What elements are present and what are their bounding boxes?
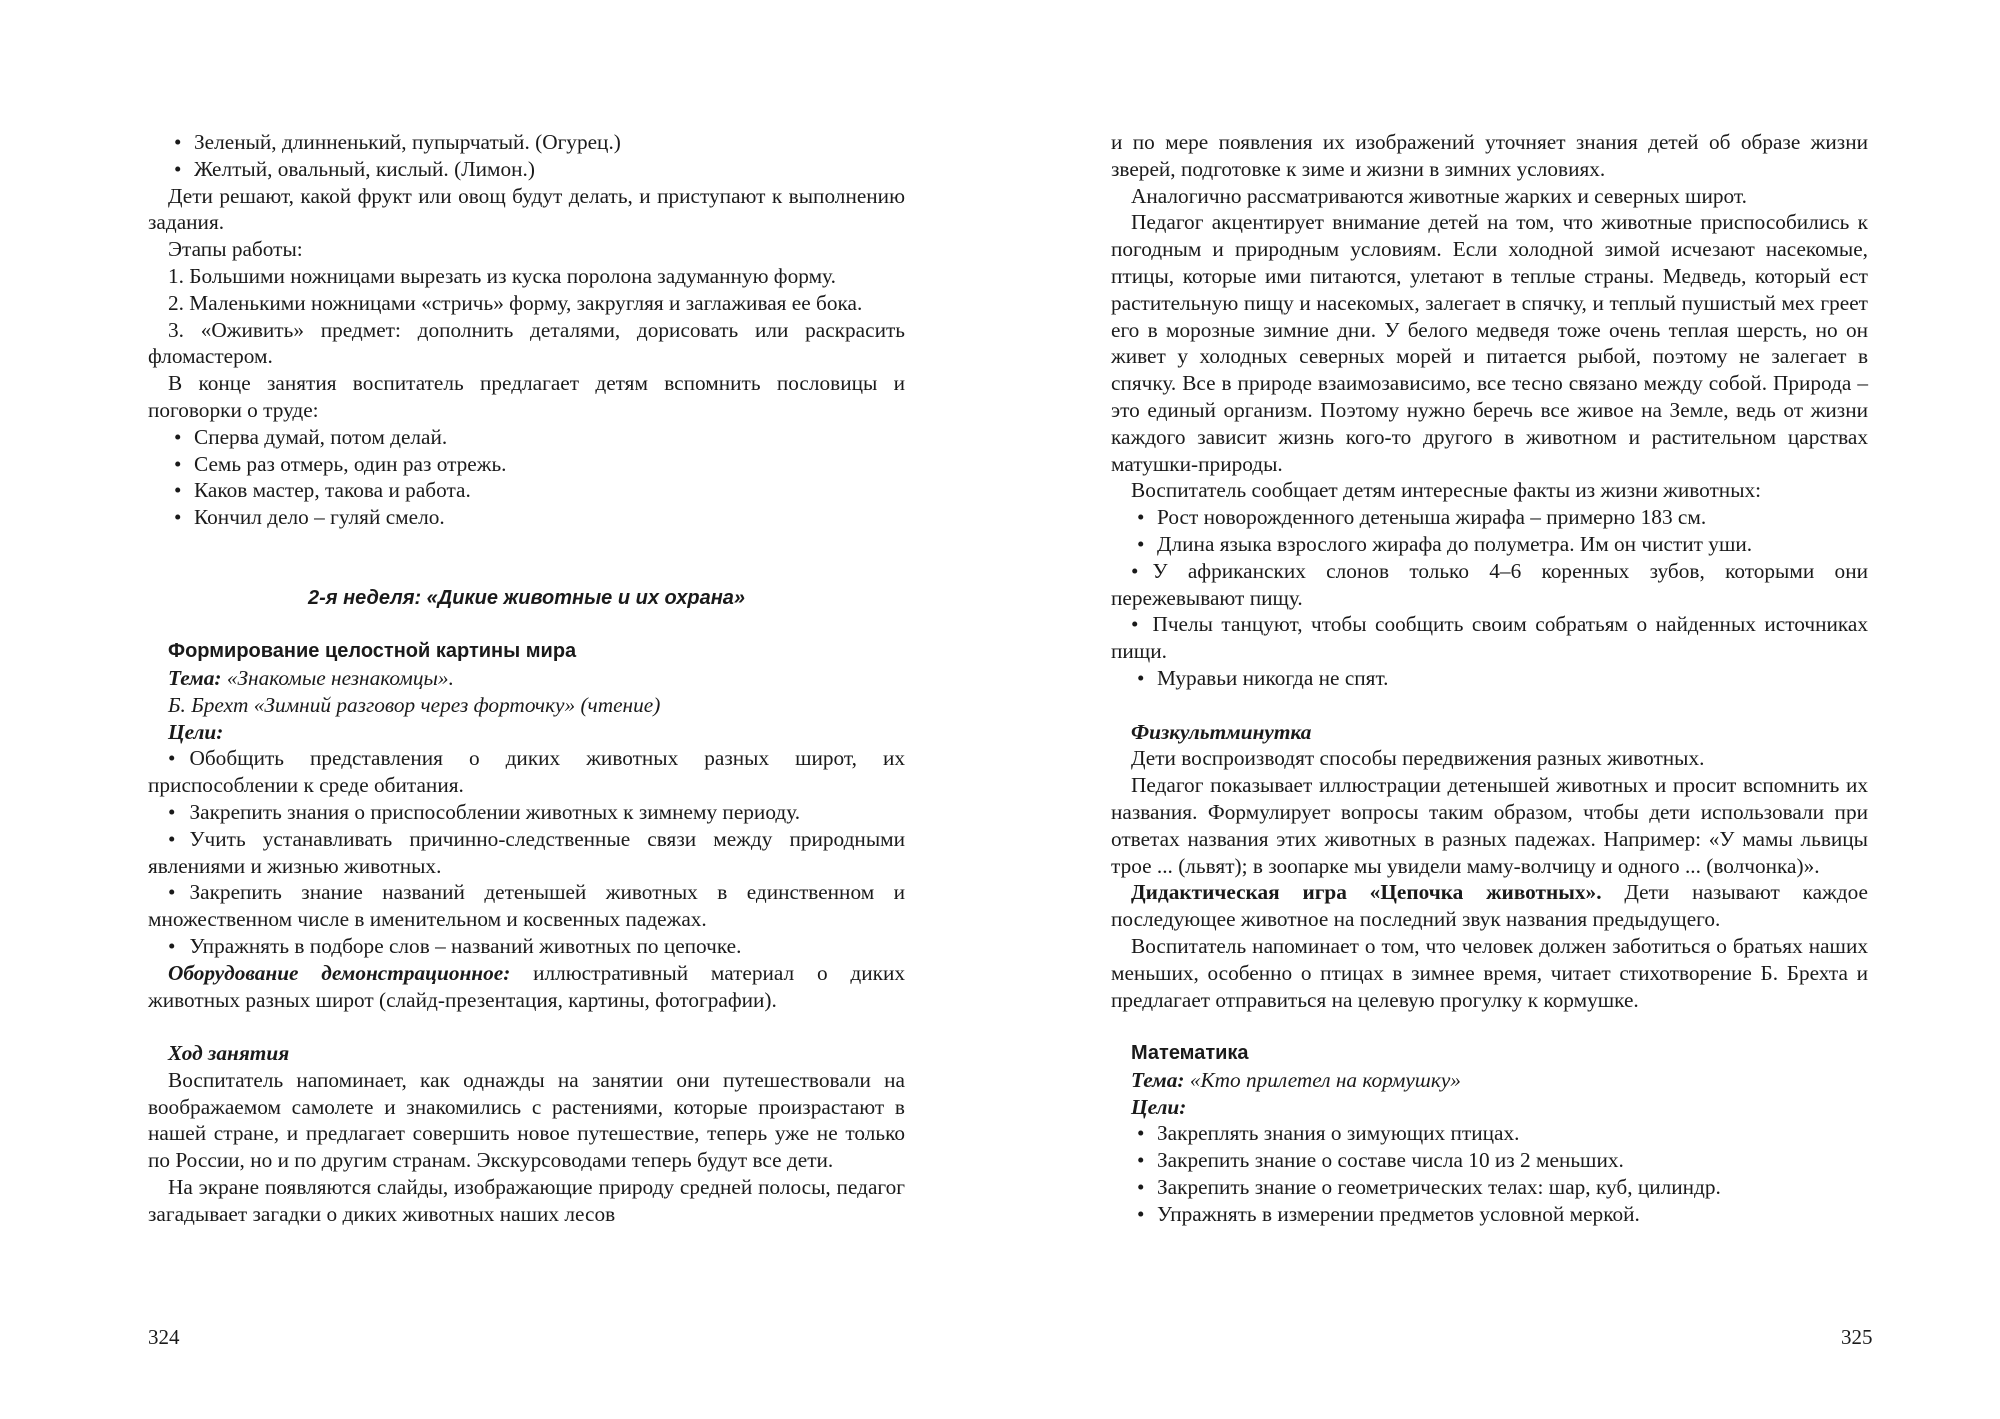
goals-label: Цели: [1131,1094,1187,1119]
goal-item: • Закрепить знание названий детенышей животных в единственном и множественном числе в именительном и косвенных падежах. [148,879,905,933]
goals-label: Цели: [168,719,224,744]
fact-item: • У африканских слонов только 4–6 коренных зубов, которыми они пережевывают пищу. [1111,558,1868,612]
paragraph: 1. Большими ножницами вырезать из куска поролона задуманную форму. [168,263,836,288]
goal-item: • Закрепить знания о приспособлении животных к зимнему периоду. [148,799,905,826]
goal-item: • Закрепить знание о геометрических телах: шар, куб, цилиндр. [1111,1174,1868,1201]
theme-line [148,665,905,692]
paragraph: Педагог показывает иллюстрации детенышей животных и просит вспомнить их названия. Формулирует вопросы таким образом, чтобы дети использовали при ответах названия этих животных в разных падежах. Например: «У мамы львицы трое ... (львят); в зоопарке мы увидели маму-волчицу и одного ... (волчонка)». [1111,773,1868,878]
bullet-item: • Каков мастер, такова и работа. [148,477,905,504]
bullet-item: • Сперва думай, потом делай. [148,424,905,451]
paragraph: Дети решают, какой фрукт или овощ будут делать, и приступают к выполнению задания. [148,183,905,235]
page-number-right: 325 [1841,1325,1873,1349]
theme-line [1111,1067,1868,1094]
theme-label: Тема: [168,665,222,690]
fact-item: • Рост новорожденного детеныша жирафа – примерно 183 см. [1111,504,1868,531]
paragraph: В конце занятия воспитатель предлагает детям вспомнить пословицы и поговорки о труде: [148,371,905,422]
math-heading: Математика [1131,1042,1249,1065]
paragraph: Педагог акцентирует внимание детей на том, что животные приспособились к погодным и природным условиям. Если холодной зимой исчезают насекомые, птицы, которые ими питаются, улетают в теплые страны. Медведь, который ест растительную пищу и насекомых, залегает в спячку, и теплый пушистый мех греет его в морозные зимние дни. У белого медведя тоже очень теплая шерсть, но он живет у холодных северных морей и питается рыбой, поэтому не залегает в спячку. Все в природе взаимозависимо, все тесно связано между собой. Природа – это единый организм. Поэтому нужно беречь все живое на Земле, ведь от жизни каждого зависит жизнь кого-то другого в животном и растительном царствах матушки-природы. [1111,210,1868,476]
equipment-text: иллюстративный материал о диких животных разных широт (слайд-презентация, картины, фотографии). [148,960,905,1012]
goal-item: • Упражнять в подборе слов – названий животных по цепочке. [148,933,905,960]
reading-line: Б. Брехт «Зимний разговор через форточку» (чтение) [168,692,661,717]
fact-item: • Муравьи никогда не спят. [1111,665,1868,692]
paragraph: На экране появляются слайды, изображающие природу средней полосы, педагог загадывает загадки о диких животных наших лесов [148,1175,905,1226]
paragraph: и по мере появления их изображений уточняет знания детей об образе жизни зверей, подготовке к зиме и жизни в зимних условиях. [1111,130,1868,181]
theme-label: Тема: [1131,1067,1185,1092]
goal-item: • Закреплять знания о зимующих птицах. [1111,1120,1868,1147]
paragraph: Воспитатель сообщает детям интересные факты из жизни животных: [1131,478,1762,503]
section-heading: Формирование целостной картины мира [168,640,577,663]
goal-item: • Обобщить представления о диких животных разных широт, их приспособлении к среде обитания. [148,745,905,799]
game-paragraph [1111,879,1868,933]
equipment-label: Оборудование демонстрационное: [168,960,511,985]
paragraph: Этапы работы: [168,237,303,262]
paragraph: Аналогично рассматриваются животные жарких и северных широт. [1131,183,1747,208]
right-page [1111,129,1868,1228]
paragraph: Воспитатель напоминает о том, что человек должен заботиться о братьях наших меньших, особенно о птицах в зимнее время, читает стихотворение Б. Брехта и предлагает отправиться на целевую прогулку к кормушке. [1111,933,1868,1012]
bullet-item: • Кончил дело – гуляй смело. [148,504,905,531]
fact-item: • Пчелы танцуют, чтобы сообщить своим собратьям о найденных источниках пищи. [1111,611,1868,665]
bullet-item: • Желтый, овальный, кислый. (Лимон.) [148,156,905,183]
paragraph: 3. «Оживить» предмет: дополнить деталями, дорисовать или раскрасить фломастером. [148,317,905,369]
goal-item: • Упражнять в измерении предметов условной меркой. [1111,1201,1868,1228]
paragraph: Воспитатель напоминает, как однажды на занятии они путешествовали на воображаемом самолете и знакомились с растениями, которые произрастают в нашей стране, и предлагает совершить новое путешествие, теперь уже не только по России, но и по другим странам. Экскурсоводами теперь будут все дети. [148,1067,905,1173]
paragraph: Дети воспроизводят способы передвижения разных животных. [1131,746,1705,771]
bullet-item: • Семь раз отмерь, один раз отрежь. [148,451,905,478]
game-text: Дети называют каждое последующее животное на последний звук названия предыдущего. [1111,880,1868,932]
theme-value: «Знакомые незнакомцы». [226,665,454,690]
week-heading: 2-я неделя: «Дикие животные и их охрана» [307,586,746,609]
paragraph: 2. Маленькими ножницами «стричь» форму, закругляя и заглаживая ее бока. [168,290,863,315]
game-label: Дидактическая игра «Цепочка животных». [1131,880,1602,905]
course-heading: Ход занятия [168,1041,290,1066]
left-page [148,129,905,1228]
goal-item: • Закрепить знание о составе числа 10 из 2 меньших. [1111,1147,1868,1174]
theme-value: «Кто прилетел на кормушку» [1189,1067,1461,1092]
fizkultminutka-heading: Физкультминутка [1131,719,1312,744]
fact-item: • Длина языка взрослого жирафа до полуметра. Им он чистит уши. [1111,531,1868,558]
equipment-line [148,960,905,1014]
bullet-item: • Зеленый, длинненький, пупырчатый. (Огурец.) [148,129,905,156]
goal-item: • Учить устанавливать причинно-следственные связи между природными явлениями и жизнью животных. [148,826,905,880]
page-number-left: 324 [148,1325,180,1349]
